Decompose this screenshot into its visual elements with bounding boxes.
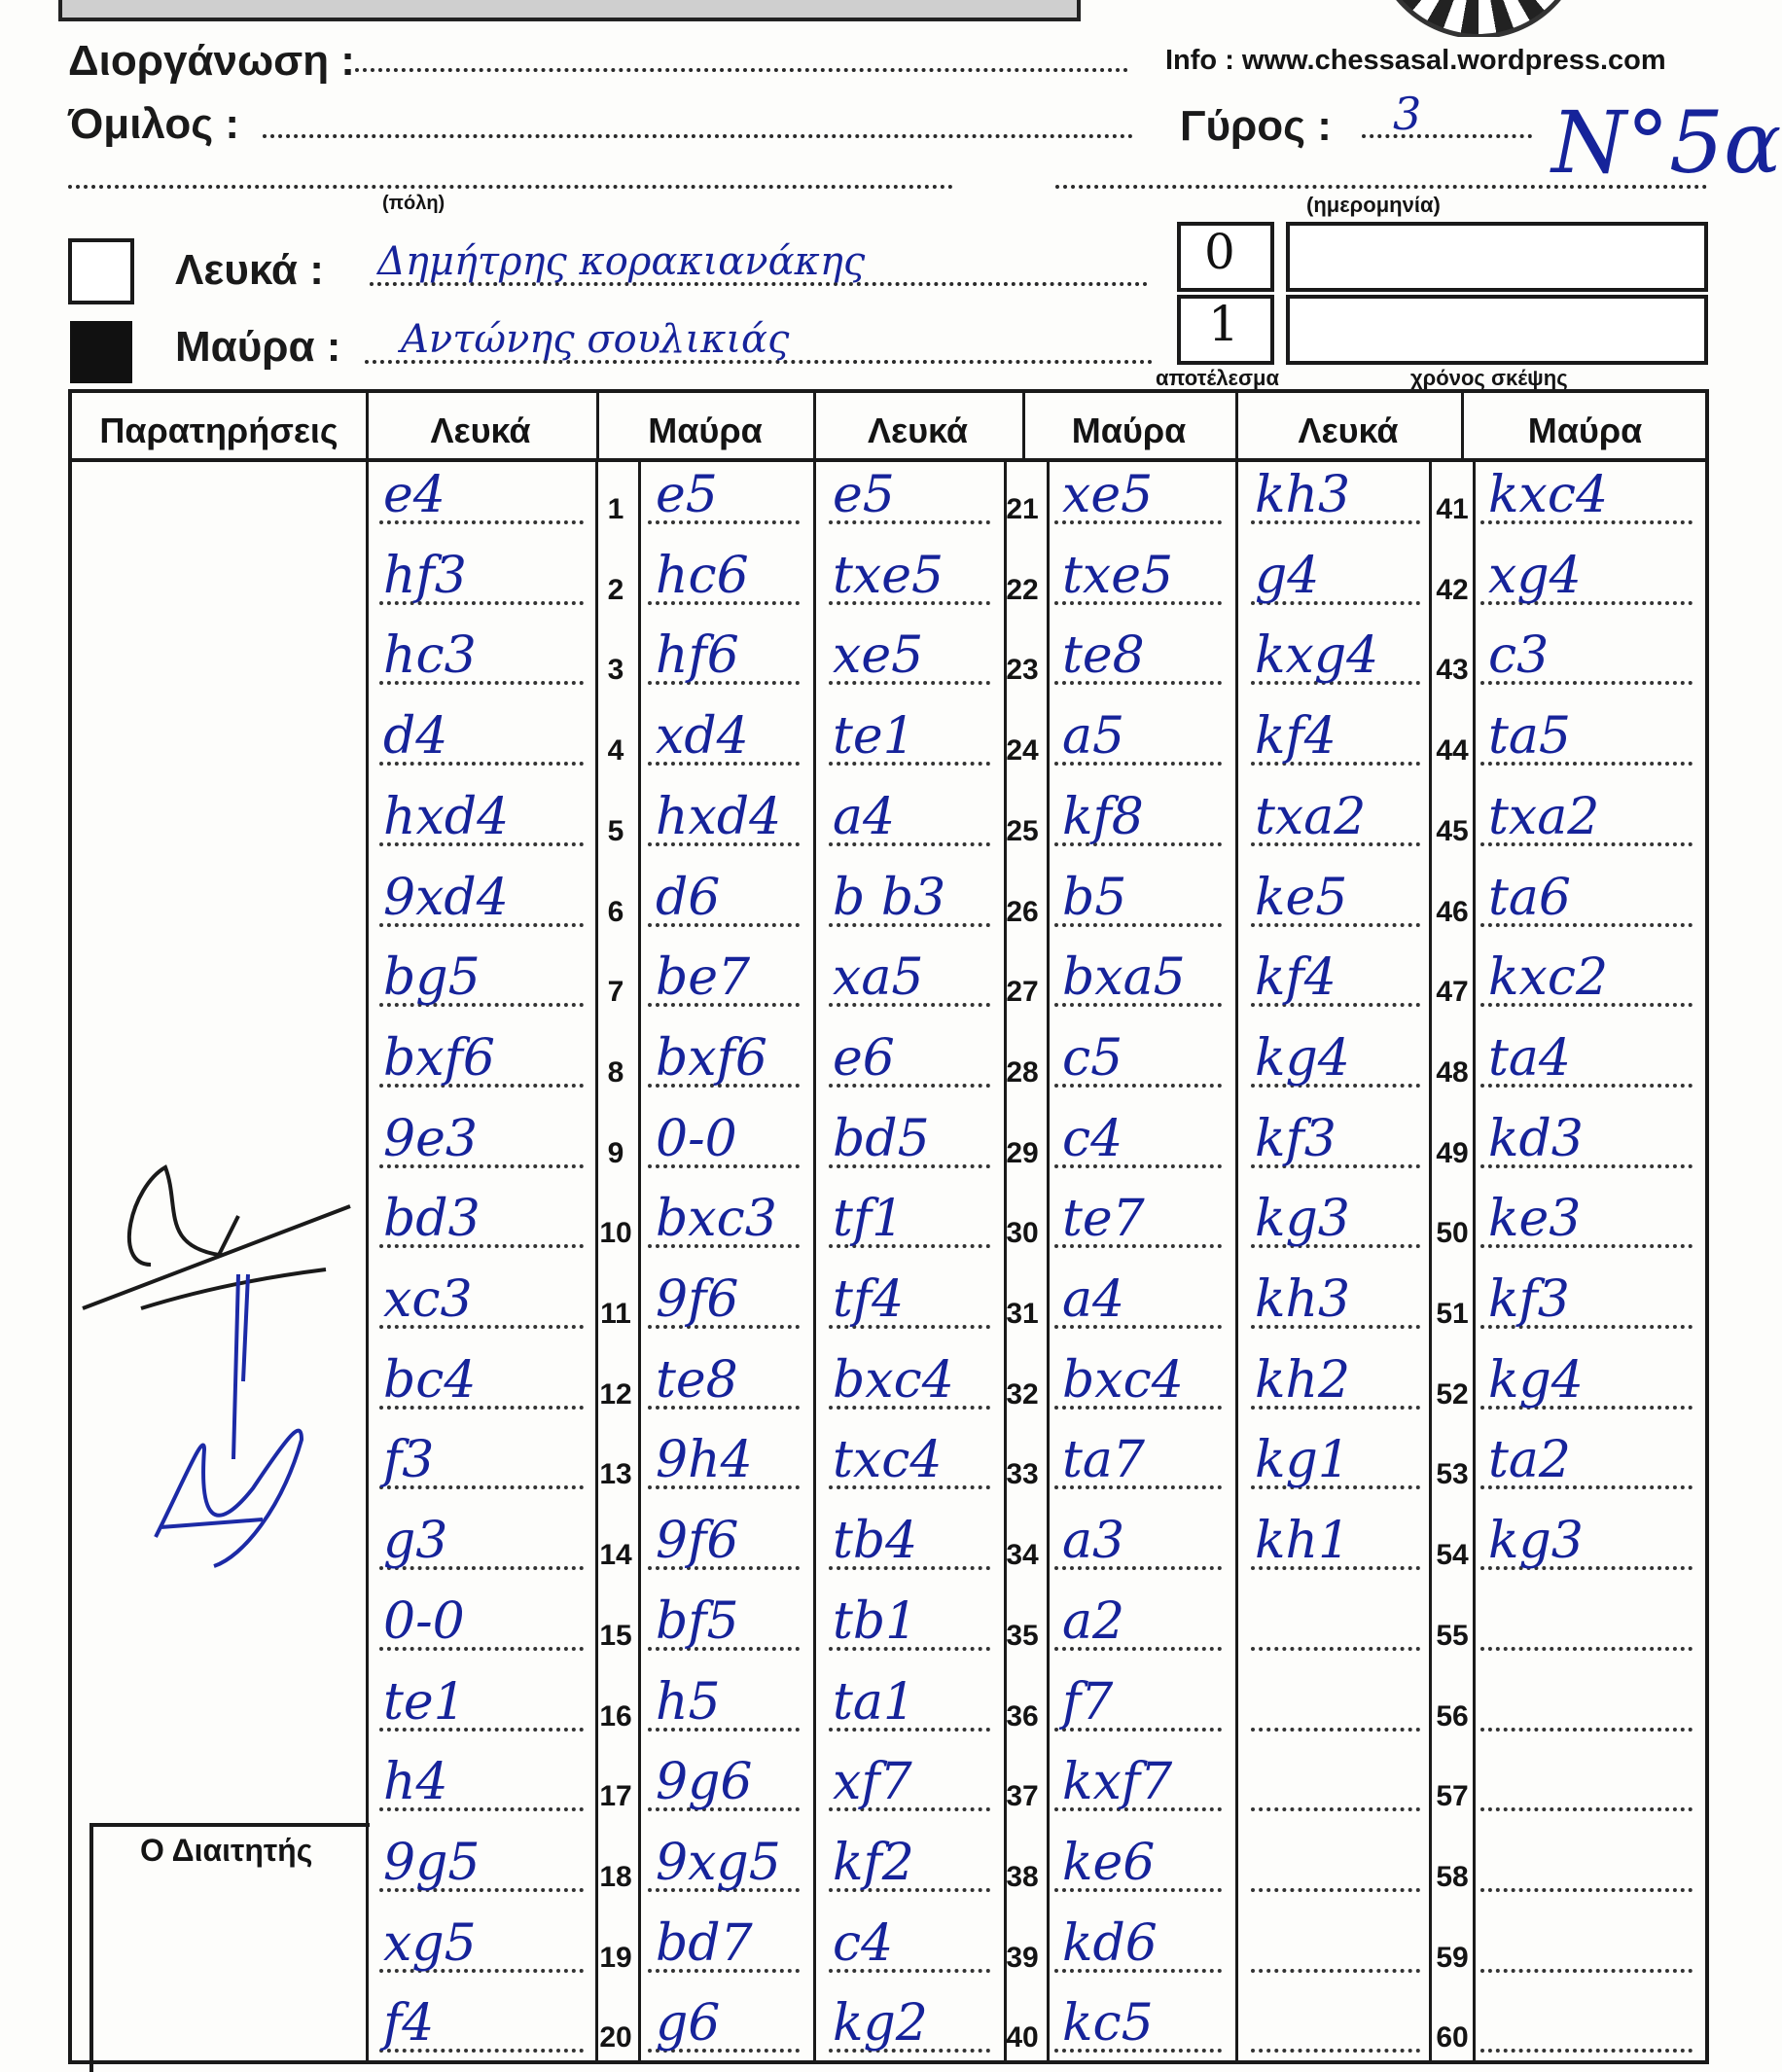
white-move: hxd4 [383,787,510,846]
black-move: te8 [1062,626,1145,686]
move-number: 43 [1436,654,1469,687]
move-number: 54 [1436,1539,1469,1572]
black-move: c5 [1062,1028,1123,1088]
move-number: 40 [1006,2021,1039,2054]
score-table [68,389,1709,2064]
black-move: hxd4 [656,787,782,846]
black-color-box [70,321,132,383]
black-move: kg4 [1488,1350,1584,1410]
black-move: 9xg5 [656,1833,781,1892]
remarks-header: Παρατηρήσεις [99,411,339,450]
white-move: bxf6 [383,1028,495,1088]
white-move: kxg4 [1255,626,1379,686]
round-value: 3 [1393,88,1422,140]
move-number: 6 [607,895,624,928]
white-move: xf7 [833,1753,912,1812]
white-move-line [1251,2049,1420,2053]
move-number: 10 [599,1217,632,1250]
black-player-name: Αντώνης σουλικιάς [401,317,790,362]
header-divider [72,458,1705,462]
date-caption: (ημερομηνία) [1306,193,1441,217]
white-move: xc3 [383,1270,473,1329]
move-number: 60 [1436,2021,1469,2054]
black-move: kxc4 [1488,466,1609,524]
black-move: ke6 [1062,1833,1156,1892]
white-move-line [1251,1969,1420,1973]
black-time-box [1286,295,1708,365]
move-number: 48 [1436,1055,1469,1089]
move-number: 58 [1436,1860,1469,1893]
white-move: 9xd4 [383,868,509,927]
round-label: Γύρος : [1180,102,1332,150]
white-move: e4 [383,466,446,524]
move-number: 3 [607,654,624,687]
black-move-line [1480,1728,1693,1732]
black-move: ke3 [1488,1190,1582,1249]
black-move: bf5 [656,1591,739,1651]
white-color-box [68,238,134,304]
move-number: 32 [1006,1377,1039,1411]
move-number: 33 [1006,1458,1039,1491]
black-move: bxa5 [1062,948,1186,1008]
white-move: e5 [833,466,895,524]
white-move: xg5 [383,1913,477,1973]
black-move: a5 [1062,707,1125,767]
move-number: 55 [1436,1619,1469,1652]
col-divider [813,393,816,2060]
move-number: 42 [1436,573,1469,606]
move-number: 8 [607,1055,624,1089]
black-move: kf3 [1488,1270,1570,1329]
move-number: 44 [1436,734,1469,768]
white-move: kf4 [1255,948,1336,1008]
black-move-line [1480,1969,1693,1973]
move-number: 59 [1436,1941,1469,1974]
black-move: c3 [1488,626,1550,686]
black-move: bxf6 [656,1028,767,1088]
move-number: 27 [1006,976,1039,1009]
black-move: hf6 [656,626,739,686]
move-number: 16 [599,1699,632,1733]
move-number: 20 [599,2021,632,2054]
white-player-name: Δημήτρης κορακιανάκης [377,239,866,284]
black-move: txa2 [1488,787,1600,846]
black-move: a4 [1062,1270,1125,1329]
move-number: 22 [1006,573,1039,606]
white-move: f3 [383,1431,435,1490]
move-number: 45 [1436,814,1469,847]
move-number: 24 [1006,734,1039,768]
move-number: 13 [599,1458,632,1491]
white-header-1: Λευκά [430,411,531,450]
black-header-2: Μαύρα [1071,411,1187,450]
organization-label: Διοργάνωση : [68,37,355,85]
move-number: 46 [1436,895,1469,928]
move-number: 53 [1436,1458,1469,1491]
move-number: 7 [607,976,624,1009]
move-number: 56 [1436,1699,1469,1733]
black-move: xd4 [656,707,749,767]
white-move: h4 [383,1753,448,1812]
white-move: a4 [833,787,896,846]
black-move: 9h4 [656,1431,753,1490]
number-annotation: N°5α [1551,92,1782,193]
black-move: kd3 [1488,1109,1584,1168]
move-number: 21 [1006,493,1039,525]
white-move: tb1 [833,1591,918,1651]
move-number: 25 [1006,814,1039,847]
black-move: 0-0 [656,1109,737,1168]
city-field [68,185,953,189]
black-move-line [1480,1807,1693,1811]
move-number: 18 [599,1860,632,1893]
move-number: 12 [599,1377,632,1411]
white-move: kg4 [1255,1028,1350,1088]
black-move: ta6 [1488,868,1571,927]
move-number: 41 [1436,493,1469,525]
black-move: kxc2 [1488,948,1609,1008]
white-move: tf1 [833,1190,905,1249]
move-number: 4 [607,734,624,768]
white-move: kf2 [833,1833,914,1892]
logo [1362,0,1586,37]
black-move: bxc3 [656,1190,777,1249]
white-move: f4 [383,1994,435,2054]
black-move: kd6 [1062,1913,1158,1973]
result-caption: αποτέλεσμα [1156,366,1280,390]
move-number: 38 [1006,1860,1039,1893]
col-divider [1429,458,1432,2060]
move-number: 35 [1006,1619,1039,1652]
move-number: 34 [1006,1539,1039,1572]
move-number: 39 [1006,1941,1039,1974]
black-move: 9g6 [656,1753,753,1812]
black-move: f7 [1062,1672,1114,1732]
white-result: 0 [1204,224,1235,280]
col-divider [366,393,369,2060]
black-move: g6 [656,1994,721,2054]
black-move: kxf7 [1062,1753,1173,1812]
move-number: 2 [607,573,624,606]
black-move: e5 [656,466,718,524]
white-move: 9g5 [383,1833,481,1892]
col-divider [638,458,641,2060]
white-move: 0-0 [383,1591,465,1651]
white-move: hc3 [383,626,477,686]
black-move: c4 [1062,1109,1123,1168]
white-move-line [1251,1807,1420,1811]
col-divider [1235,393,1238,2060]
col-divider [595,458,598,2060]
black-move: d6 [656,868,721,927]
move-number: 52 [1436,1377,1469,1411]
white-move: d4 [383,707,448,767]
black-move-line [1480,1888,1693,1892]
black-move: ta7 [1062,1431,1145,1490]
white-move: bg5 [383,948,481,1008]
move-number: 17 [599,1780,632,1813]
white-move: ke5 [1255,868,1348,927]
white-move: kf4 [1255,707,1336,767]
group-field [263,134,1133,138]
black-result: 1 [1208,296,1239,352]
move-number: 11 [600,1298,631,1330]
move-number: 5 [607,814,624,847]
move-number: 31 [1006,1298,1039,1330]
white-move: e6 [833,1028,895,1088]
white-move-line [1251,1728,1420,1732]
black-move: xe5 [1062,466,1154,524]
col-divider [1047,458,1050,2060]
move-number: 49 [1436,1136,1469,1169]
move-number: 30 [1006,1217,1039,1250]
date-field [1055,185,1707,189]
black-move-line [1480,2049,1693,2053]
white-move: bc4 [383,1350,477,1410]
black-header-1: Μαύρα [648,411,763,450]
move-number: 26 [1006,895,1039,928]
black-move: h5 [656,1672,721,1732]
black-move: bd7 [656,1913,753,1973]
city-caption: (πόλη) [382,193,446,214]
move-number: 1 [607,493,624,525]
move-number: 36 [1006,1699,1039,1733]
col-divider [1473,458,1476,2060]
black-move: txe5 [1062,546,1174,605]
move-number: 57 [1436,1780,1469,1813]
move-number: 29 [1006,1136,1039,1169]
white-move: txe5 [833,546,944,605]
black-move: 9f6 [656,1270,739,1329]
organization-field [355,68,1128,72]
white-header-3: Λευκά [1298,411,1399,450]
black-move: hc6 [656,546,749,605]
white-move: bd5 [833,1109,930,1168]
black-move: a2 [1062,1591,1125,1651]
white-label: Λευκά : [175,246,324,294]
info-text: Info : www.chessasal.wordpress.com [1165,45,1666,76]
white-move-line [1251,1888,1420,1892]
black-header-3: Μαύρα [1527,411,1643,450]
white-time-box [1286,222,1708,292]
white-move: kh1 [1255,1512,1351,1571]
move-number: 14 [599,1539,632,1572]
white-move: xe5 [833,626,924,686]
white-move: txa2 [1255,787,1367,846]
move-number: 51 [1436,1298,1469,1330]
white-move: bxc4 [833,1350,954,1410]
move-number: 9 [607,1136,624,1169]
white-move: ta1 [833,1672,915,1732]
black-move: xg4 [1488,546,1582,605]
white-move: kg3 [1255,1190,1350,1249]
white-move: tb4 [833,1512,918,1571]
white-move: kh3 [1255,466,1351,524]
white-move: txc4 [833,1431,943,1490]
white-move: g3 [383,1512,448,1571]
white-move: g4 [1255,546,1320,605]
white-move: kg1 [1255,1431,1350,1490]
white-move: c4 [833,1913,894,1973]
top-banner [58,0,1081,21]
black-move: ta5 [1488,707,1571,767]
move-number: 19 [599,1941,632,1974]
black-move: te7 [1062,1190,1145,1249]
white-move: te1 [833,707,915,767]
round-field [1362,134,1532,138]
white-move-line [1251,1647,1420,1651]
black-move: 9f6 [656,1512,739,1571]
white-move: hf3 [383,546,467,605]
black-move: kc5 [1062,1994,1154,2054]
col-divider [1004,458,1007,2060]
white-move: kh2 [1255,1350,1351,1410]
black-move-line [1480,1647,1693,1651]
time-caption: χρόνος σκέψης [1410,366,1568,390]
move-number: 15 [599,1619,632,1652]
black-move: a3 [1062,1512,1125,1571]
black-move: ta4 [1488,1028,1571,1088]
black-move: bxc4 [1062,1350,1184,1410]
white-move: kf3 [1255,1109,1336,1168]
white-move: 9e3 [383,1109,478,1168]
black-move: b5 [1062,868,1127,927]
white-move: te1 [383,1672,466,1732]
black-label: Μαύρα : [175,323,341,371]
move-number: 47 [1436,976,1469,1009]
move-number: 37 [1006,1780,1039,1813]
white-move: kh3 [1255,1270,1351,1329]
arbiter-label: Ο Διαιτητής [140,1833,313,1868]
white-move: bd3 [383,1190,481,1249]
move-number: 50 [1436,1217,1469,1250]
move-number: 28 [1006,1055,1039,1089]
white-move: kg2 [833,1994,928,2054]
move-number: 23 [1006,654,1039,687]
white-move: xa5 [833,948,924,1008]
black-move: te8 [656,1350,738,1410]
group-label: Όμιλος : [68,100,239,148]
white-header-2: Λευκά [867,411,969,450]
black-move: kg3 [1488,1512,1584,1571]
black-move: be7 [656,948,751,1008]
black-move: kf8 [1062,787,1144,846]
white-move: b b3 [833,868,946,927]
black-move: ta2 [1488,1431,1571,1490]
white-move: tf4 [833,1270,905,1329]
